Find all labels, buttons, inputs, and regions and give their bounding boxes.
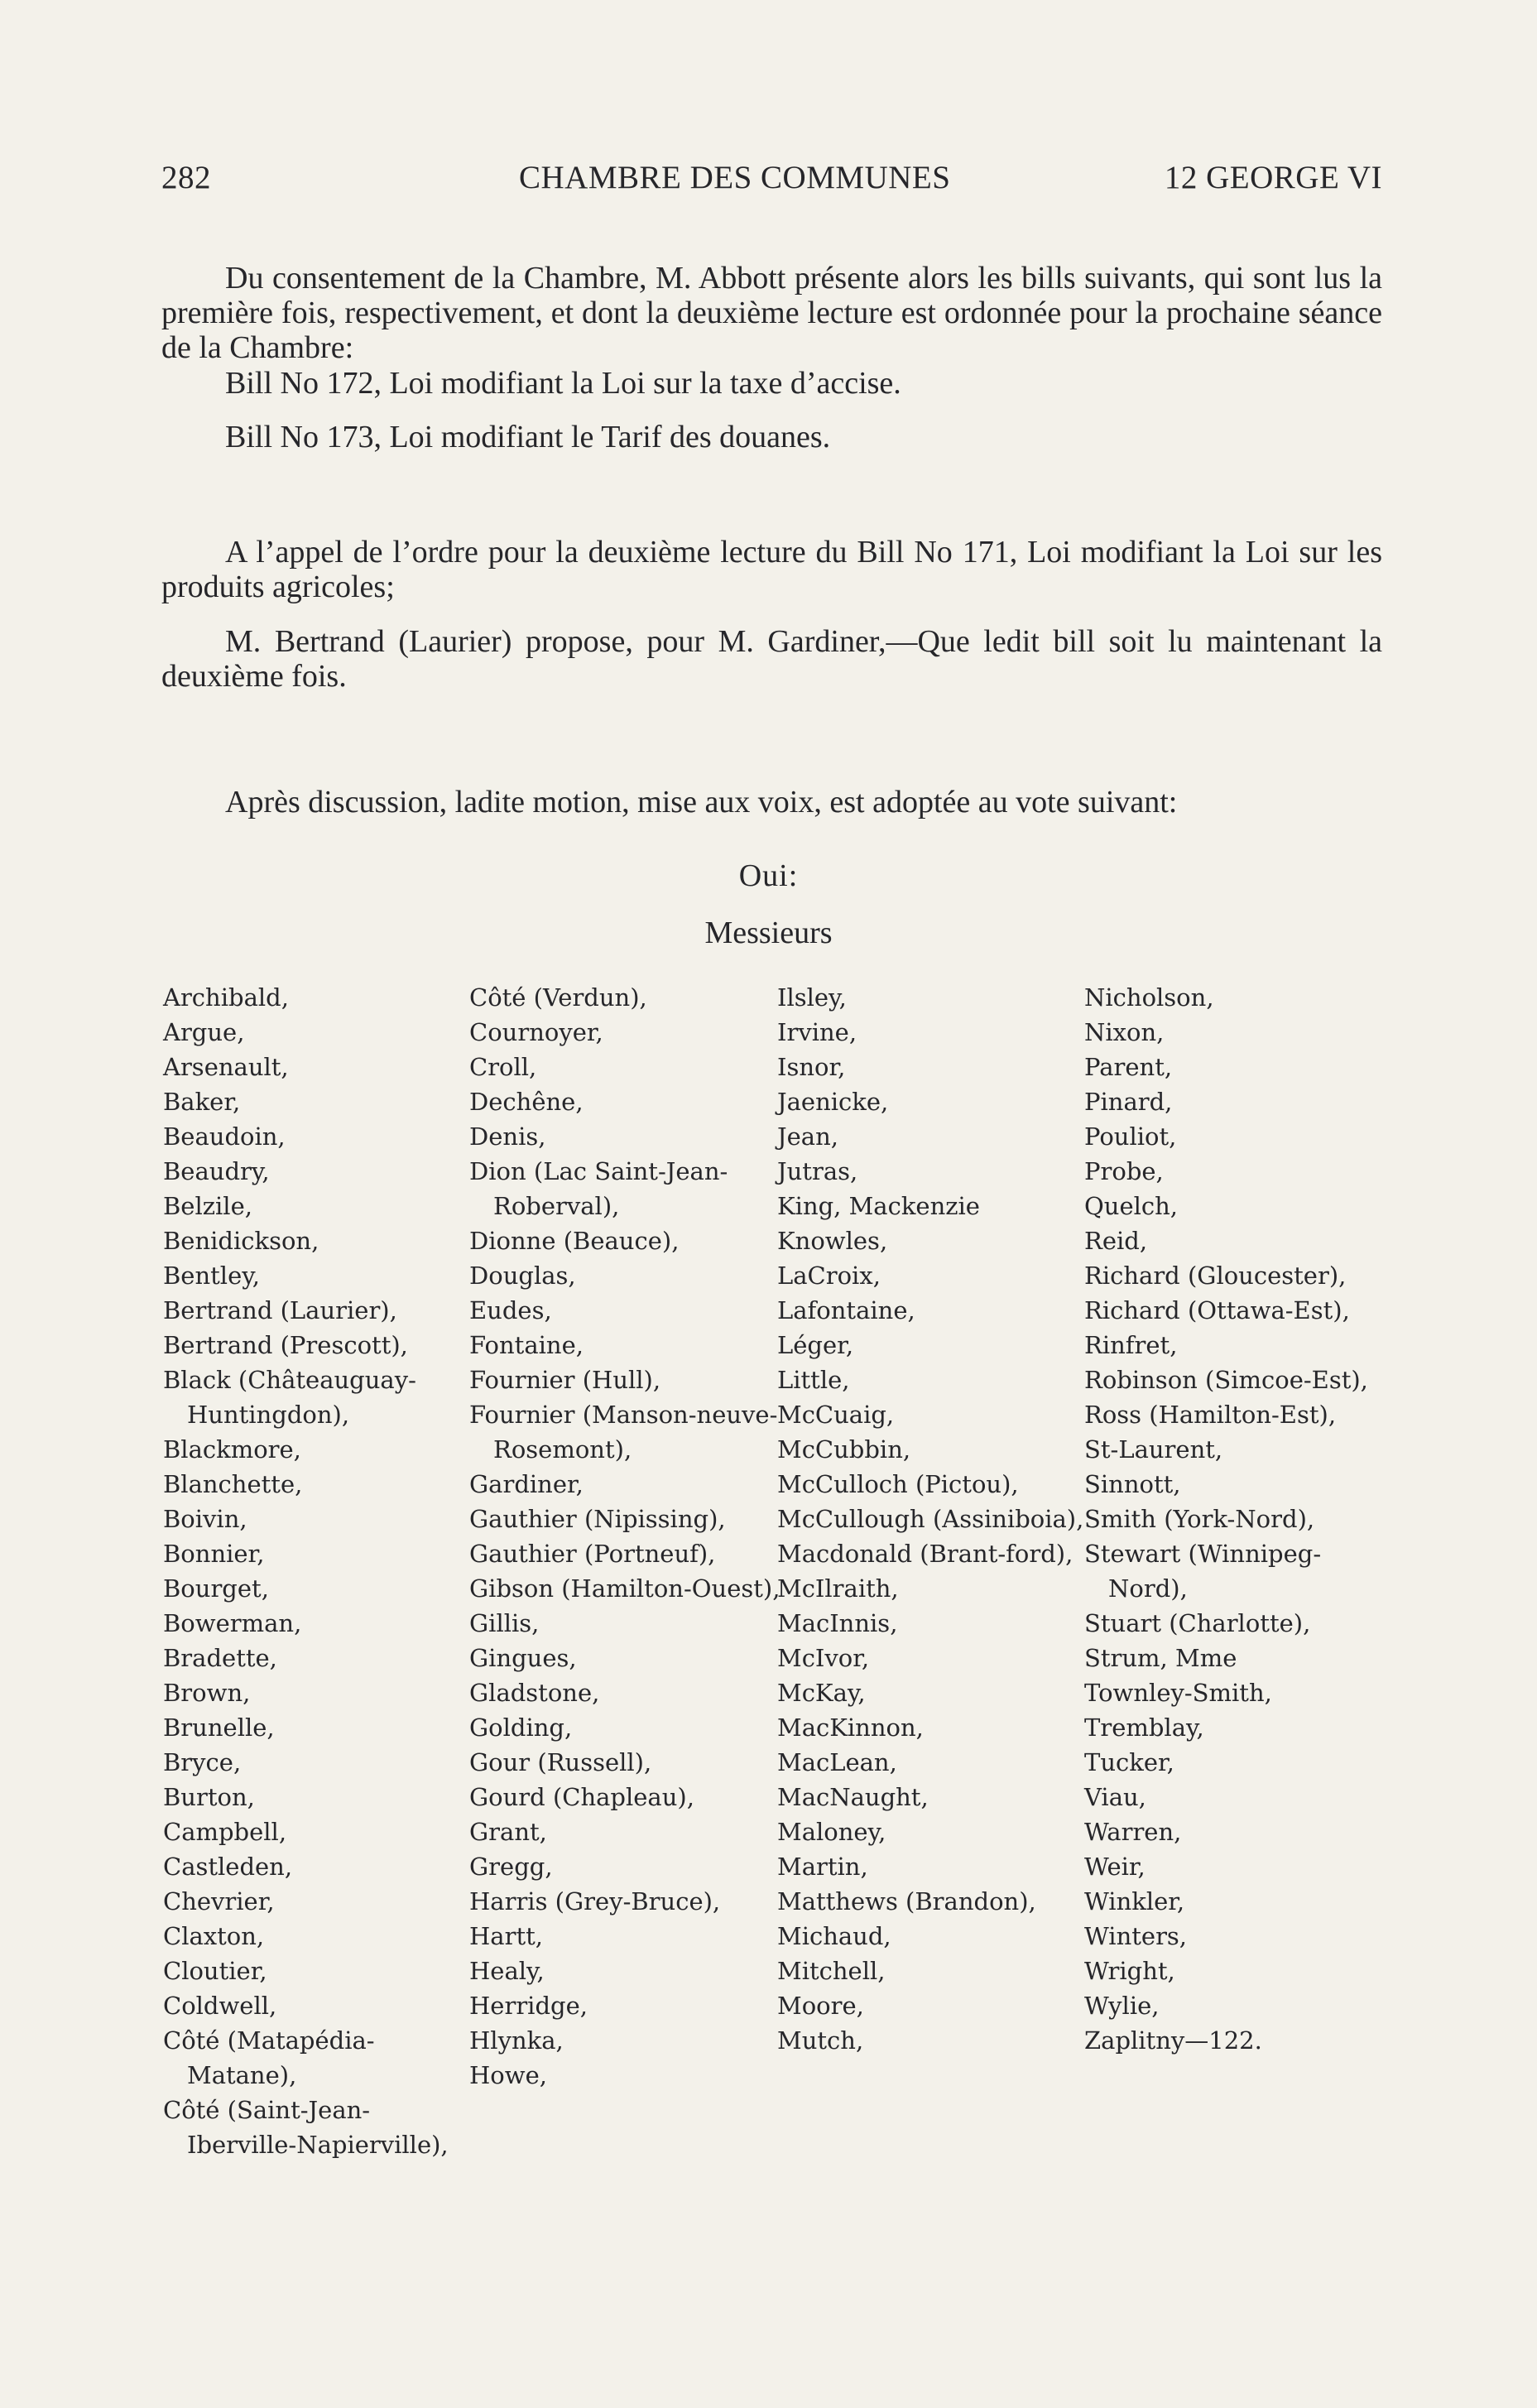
member-name: Côté (Saint-Jean-Iberville-Napierville), [163, 2096, 449, 2159]
page-header [161, 159, 1382, 209]
member-name: Little, [777, 1366, 850, 1394]
member-name: Douglas, [469, 1262, 576, 1290]
member-name: Bowerman, [163, 1609, 302, 1637]
member-name: Léger, [777, 1331, 854, 1359]
member-name: Stewart (Winnipeg-Nord), [1084, 1540, 1322, 1603]
member-name: Tucker, [1084, 1748, 1174, 1776]
member-name: McCuaig, [777, 1401, 895, 1429]
member-name: Bradette, [163, 1644, 277, 1672]
member-name: MacInnis, [777, 1609, 898, 1637]
member-name: Dion (Lac Saint-Jean-Roberval), [469, 1157, 728, 1220]
member-name: Moore, [777, 1992, 864, 2020]
member-name: Townley-Smith, [1084, 1679, 1272, 1707]
vote-subheading: Messieurs [704, 916, 833, 950]
member-name: Bourget, [163, 1574, 269, 1603]
member-name: Bentley, [163, 1262, 260, 1290]
member-name: Howe, [469, 2061, 547, 2089]
member-name: Cournoyer, [469, 1018, 603, 1046]
member-name: Claxton, [163, 1922, 265, 1950]
member-name: Wylie, [1084, 1992, 1160, 2020]
member-name: Fournier (Hull), [469, 1366, 661, 1394]
vote-column-4 [1084, 980, 1399, 2058]
member-name: Viau, [1084, 1783, 1146, 1811]
member-name: Jaenicke, [777, 1088, 889, 1116]
member-name: Gillis, [469, 1609, 540, 1637]
member-name: Gauthier (Nipissing), [469, 1505, 726, 1533]
member-name: Gour (Russell), [469, 1748, 652, 1776]
member-name: MacKinnon, [777, 1713, 924, 1742]
member-name: Gourd (Chapleau), [469, 1783, 694, 1811]
member-name: Knowles, [777, 1227, 888, 1255]
member-name: Jutras, [777, 1157, 858, 1185]
member-name: Zaplitny—122. [1084, 2026, 1262, 2055]
member-name: Martin, [777, 1853, 868, 1881]
member-name: Gauthier (Portneuf), [469, 1540, 716, 1568]
member-name: McCubbin, [777, 1435, 911, 1464]
member-name: Croll, [469, 1053, 537, 1081]
member-name: Quelch, [1084, 1192, 1179, 1220]
member-name: St-Laurent, [1084, 1435, 1223, 1464]
member-name: Winters, [1084, 1922, 1188, 1950]
paragraph-bills-introduced: Du consentement de la Chambre, M. Abbott présente alors les bills suivants, qui sont lus la première fois, respectivement, et dont la deuxième lecture est ordonnée pour la prochaine séance de la Chambre: [161, 261, 1382, 365]
member-name: Gregg, [469, 1853, 553, 1881]
member-name: Dechêne, [469, 1088, 584, 1116]
member-name: Bertrand (Prescott), [163, 1331, 408, 1359]
paragraph-vote-result: Après discussion, ladite motion, mise aux voix, est adoptée au vote suivant: [225, 785, 1178, 819]
member-name: Gingues, [469, 1644, 577, 1672]
member-name: Castleden, [163, 1853, 293, 1881]
member-name: Mutch, [777, 2026, 864, 2055]
member-name: King, Mackenzie [777, 1192, 980, 1220]
member-name: Argue, [163, 1018, 245, 1046]
member-name: MacLean, [777, 1748, 897, 1776]
member-name: Gladstone, [469, 1679, 600, 1707]
member-name: Beaudoin, [163, 1122, 286, 1151]
member-name: LaCroix, [777, 1262, 881, 1290]
running-title: CHAMBRE DES COMMUNES [519, 160, 951, 195]
member-name: Hlynka, [469, 2026, 564, 2055]
member-name: Blanchette, [163, 1470, 303, 1498]
vote-column-3 [777, 980, 1092, 2058]
member-name: Hartt, [469, 1922, 543, 1950]
member-name: Chevrier, [163, 1887, 275, 1915]
member-name: Campbell, [163, 1818, 287, 1846]
member-name: Benidickson, [163, 1227, 319, 1255]
member-name: Dionne (Beauce), [469, 1227, 680, 1255]
member-name: Harris (Grey-Bruce), [469, 1887, 721, 1915]
member-name: Probe, [1084, 1157, 1164, 1185]
member-name: Reid, [1084, 1227, 1148, 1255]
member-name: Healy, [469, 1957, 545, 1985]
member-name: Pouliot, [1084, 1122, 1177, 1151]
vote-heading-oui: Oui: [738, 858, 799, 893]
member-name: Parent, [1084, 1053, 1173, 1081]
member-name: Wright, [1084, 1957, 1175, 1985]
session-label: 12 GEORGE VI [1164, 160, 1382, 195]
member-name: Archibald, [163, 983, 289, 1012]
member-name: Côté (Verdun), [469, 983, 647, 1012]
member-name: McIvor, [777, 1644, 870, 1672]
member-name: Jean, [777, 1122, 838, 1151]
member-name: Grant, [469, 1818, 547, 1846]
member-name: McCullough (Assiniboia), [777, 1505, 1084, 1533]
member-name: Arsenault, [163, 1053, 289, 1081]
member-name: Michaud, [777, 1922, 891, 1950]
paragraph-order-call: A l’appel de l’ordre pour la deuxième lecture du Bill No 171, Loi modifiant la Loi sur les produits agricoles; [161, 535, 1382, 604]
member-name: Beaudry, [163, 1157, 270, 1185]
member-name: Belzile, [163, 1192, 252, 1220]
member-name: Pinard, [1084, 1088, 1173, 1116]
member-name: Lafontaine, [777, 1296, 915, 1324]
member-name: Matthews (Brandon), [777, 1887, 1036, 1915]
member-name: Black (Châteauguay-Huntingdon), [163, 1366, 416, 1429]
member-name: Weir, [1084, 1853, 1146, 1881]
member-name: Burton, [163, 1783, 255, 1811]
member-name: Blackmore, [163, 1435, 301, 1464]
member-name: Robinson (Simcoe-Est), [1084, 1366, 1368, 1394]
member-name: Sinnott, [1084, 1470, 1181, 1498]
member-name: Baker, [163, 1088, 241, 1116]
member-name: McKay, [777, 1679, 866, 1707]
member-name: Isnor, [777, 1053, 846, 1081]
member-name: Macdonald (Brant-ford), [777, 1540, 1073, 1568]
member-name: Strum, Mme [1084, 1644, 1237, 1672]
member-name: Bryce, [163, 1748, 242, 1776]
member-name: MacNaught, [777, 1783, 929, 1811]
paragraph-bill-172: Bill No 172, Loi modifiant la Loi sur la taxe d’accise. [225, 366, 901, 401]
member-name: Rinfret, [1084, 1331, 1178, 1359]
member-name: Herridge, [469, 1992, 588, 2020]
member-name: Tremblay, [1084, 1713, 1204, 1742]
member-name: Bonnier, [163, 1540, 265, 1568]
member-name: Fontaine, [469, 1331, 584, 1359]
member-name: Ilsley, [777, 983, 847, 1012]
member-name: McIlraith, [777, 1574, 899, 1603]
member-name: Bertrand (Laurier), [163, 1296, 397, 1324]
member-name: Warren, [1084, 1818, 1182, 1846]
member-name: Denis, [469, 1122, 546, 1151]
page-number: 282 [161, 160, 211, 195]
member-name: Golding, [469, 1713, 573, 1742]
member-name: Côté (Matapédia-Matane), [163, 2026, 375, 2089]
member-name: Gibson (Hamilton-Ouest), [469, 1574, 781, 1603]
member-name: Richard (Ottawa-Est), [1084, 1296, 1350, 1324]
member-name: Brunelle, [163, 1713, 275, 1742]
member-name: Nicholson, [1084, 983, 1214, 1012]
member-name: McCulloch (Pictou), [777, 1470, 1019, 1498]
vote-column-2 [469, 980, 784, 2093]
member-name: Coldwell, [163, 1992, 277, 2020]
member-name: Maloney, [777, 1818, 886, 1846]
member-name: Gardiner, [469, 1470, 584, 1498]
member-name: Brown, [163, 1679, 251, 1707]
member-name: Ross (Hamilton-Est), [1084, 1401, 1337, 1429]
member-name: Richard (Gloucester), [1084, 1262, 1347, 1290]
member-name: Fournier (Manson-neuve-Rosemont), [469, 1401, 778, 1464]
paragraph-bill-173: Bill No 173, Loi modifiant le Tarif des douanes. [225, 420, 831, 454]
member-name: Smith (York-Nord), [1084, 1505, 1315, 1533]
member-name: Irvine, [777, 1018, 857, 1046]
paragraph-motion: M. Bertrand (Laurier) propose, pour M. Gardiner,—Que ledit bill soit lu maintenant la deuxième fois. [161, 624, 1382, 694]
member-name: Boivin, [163, 1505, 247, 1533]
member-name: Stuart (Charlotte), [1084, 1609, 1311, 1637]
member-name: Eudes, [469, 1296, 552, 1324]
member-name: Winkler, [1084, 1887, 1185, 1915]
member-name: Cloutier, [163, 1957, 267, 1985]
member-name: Nixon, [1084, 1018, 1165, 1046]
member-name: Mitchell, [777, 1957, 886, 1985]
vote-column-1 [163, 980, 478, 2162]
